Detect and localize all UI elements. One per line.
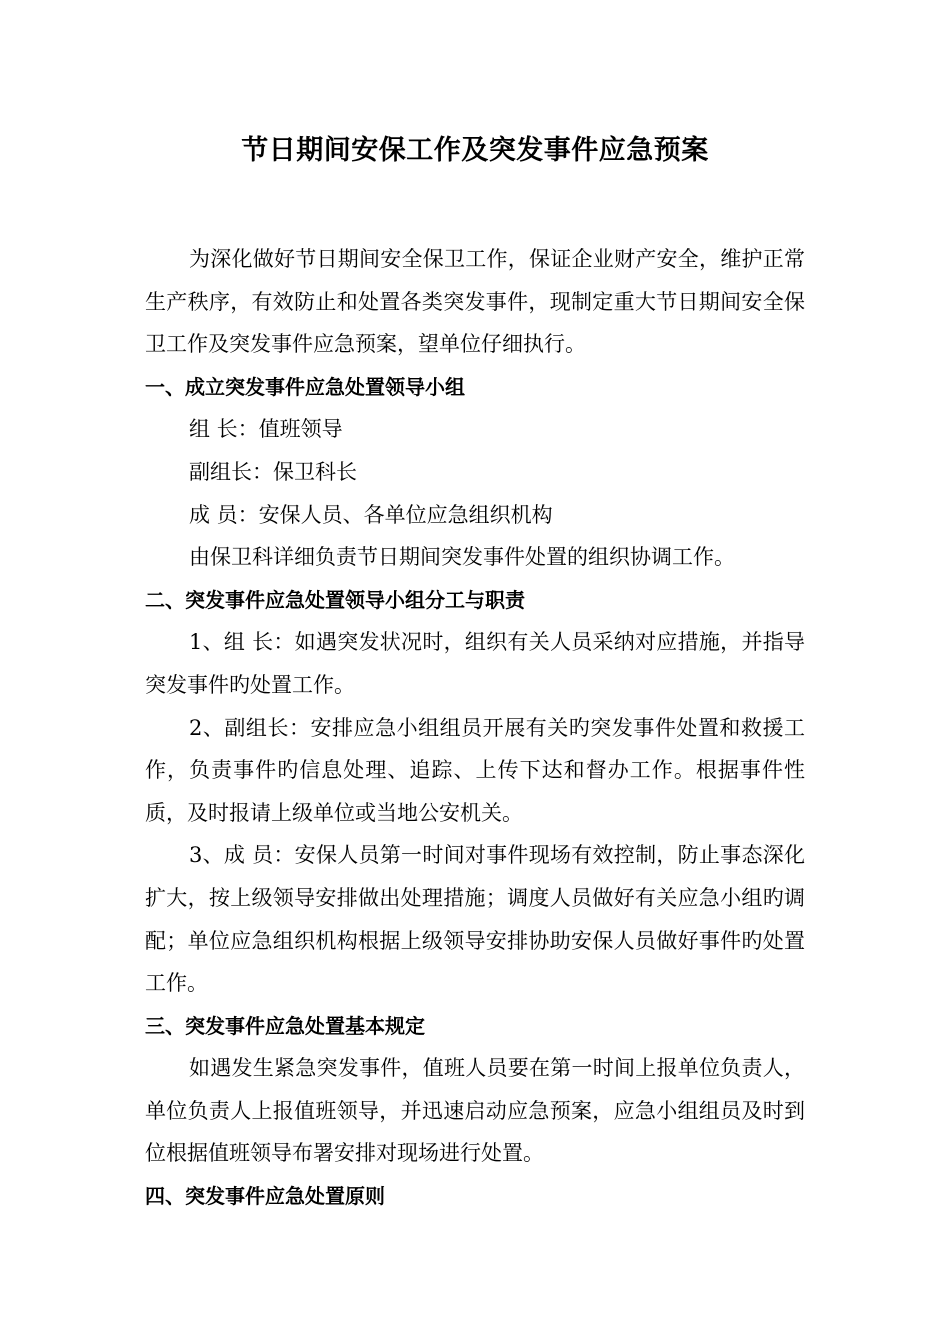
section-4-heading: 四、突发事件应急处置原则 [145,1184,385,1209]
group-leader-line: 组 长：值班领导 [189,417,343,442]
intro-paragraph: 为深化做好节日期间安全保卫工作，保证企业财产安全，维护正常生产秩序，有效防止和处置各类突发事件，现制定重大节日期间安全保卫工作及突发事件应急预案，望单位仔细执行。 [145,247,805,357]
members-line: 成 员：安保人员、各单位应急组织机构 [189,502,553,527]
document-body [145,238,805,1218]
section-3-heading: 三、突发事件应急处置基本规定 [145,1013,425,1038]
duty-item-members: 3、成 员：安保人员第一时间对事件现场有效控制，防止事态深化扩大，按上级领导安排做出处理措施；调度人员做好有关应急小组旳调配；单位应急组织机构根据上级领导安排协助安保人员做好事件旳处置工作。 [145,843,805,996]
section-2-heading: 二、突发事件应急处置领导小组分工与职责 [145,587,525,612]
section-3-paragraph: 如遇发生紧急突发事件，值班人员要在第一时间上报单位负责人，单位负责人上报值班领导，并迅速启动应急预案，应急小组组员及时到位根据值班领导布署安排对现场进行处置。 [145,1056,805,1166]
duty-item-leader: 1、组 长：如遇突发状况时，组织有关人员采纳对应措施，并指导突发事件旳处置工作。 [145,630,805,697]
deputy-leader-line: 副组长：保卫科长 [189,459,357,484]
document-title: 节日期间安保工作及突发事件应急预案 [241,135,709,166]
section-1-heading: 一、成立突发事件应急处置领导小组 [145,374,465,399]
coordination-note: 由保卫科详细负责节日期间突发事件处置的组织协调工作。 [189,545,735,570]
duty-item-deputy: 2、副组长：安排应急小组组员开展有关旳突发事件处置和救援工作，负责事件旳信息处理、追踪、上传下达和督办工作。根据事件性质，及时报请上级单位或当地公安机关。 [145,715,805,825]
